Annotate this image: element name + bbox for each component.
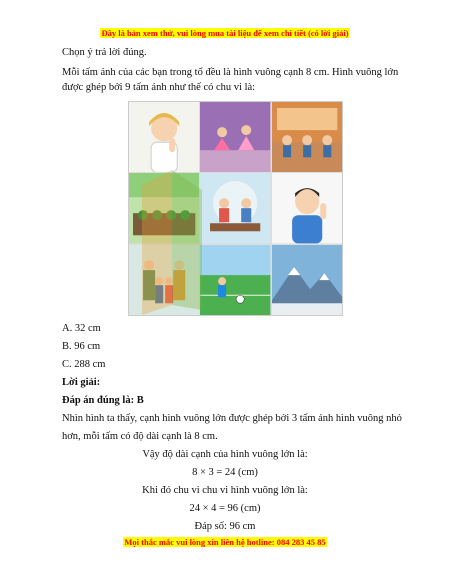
helmet-child-illustration [129,102,199,172]
hotline-banner-text: Mọi thắc mắc vui lòng xin liên hệ hotline: 084 283 45 85 [124,537,326,547]
hotline-banner [0,536,450,548]
solution-step-4: 24 × 4 = 96 (cm) [189,503,261,514]
photo-tile-family-table [200,173,270,243]
photo-tile-helmet-child [129,102,199,172]
option-b: B. 96 cm [62,341,101,352]
photo-tile-mountain-skier [272,245,342,315]
dance-class-illustration [200,102,270,172]
solution-answer: Đáp án đúng là: B [62,395,144,406]
family-portrait-illustration [129,245,199,315]
solution-final: Đáp số: 96 cm [194,521,256,532]
solution-step-3: Khi đó chu vi chu vi hình vuông lớn là: [142,485,308,496]
solution-step-2: 8 × 3 = 24 (cm) [192,467,258,478]
solution-explain-1: Nhìn hình ta thấy, cạnh hình vuông lớn được ghép bởi 3 tấm ảnh hình vuông nhỏ [62,413,402,424]
photo-tile-boy-waving [272,173,342,243]
photo-tile-classroom [272,102,342,172]
solution-explain-2: hơn, mỗi tấm có độ dài cạnh là 8 cm. [62,431,218,442]
question-instruction: Chọn ý trả lời đúng. [62,47,147,58]
question-line-2: được ghép bởi 9 tấm ảnh như thế có chu vi là: [62,82,256,93]
solution-heading: Lời giải: [62,377,101,388]
mountain-illustration [272,245,342,315]
photo-grid-image [128,101,343,316]
garden-illustration [129,173,199,243]
question-line-1: Mỗi tấm ảnh của các bạn trong tổ đều là hình vuông cạnh 8 cm. Hình vuông lớn [62,67,399,78]
photo-tile-family-portrait [129,245,199,315]
classroom-illustration [272,102,342,172]
photo-tile-dance-class [200,102,270,172]
option-a: A. 32 cm [62,323,101,334]
solution-step-1: Vậy độ dài cạnh của hình vuông lớn là: [142,449,308,460]
family-table-illustration [200,173,270,243]
boy-waving-illustration [272,173,342,243]
preview-banner-text: Đây là bản xem thử, vui lòng mua tài liệu để xem chi tiết (có lời giải) [101,28,349,38]
soccer-field-illustration [200,245,270,315]
photo-tile-garden [129,173,199,243]
preview-banner [0,27,450,39]
photo-tile-soccer-field [200,245,270,315]
option-c: C. 288 cm [62,359,106,370]
